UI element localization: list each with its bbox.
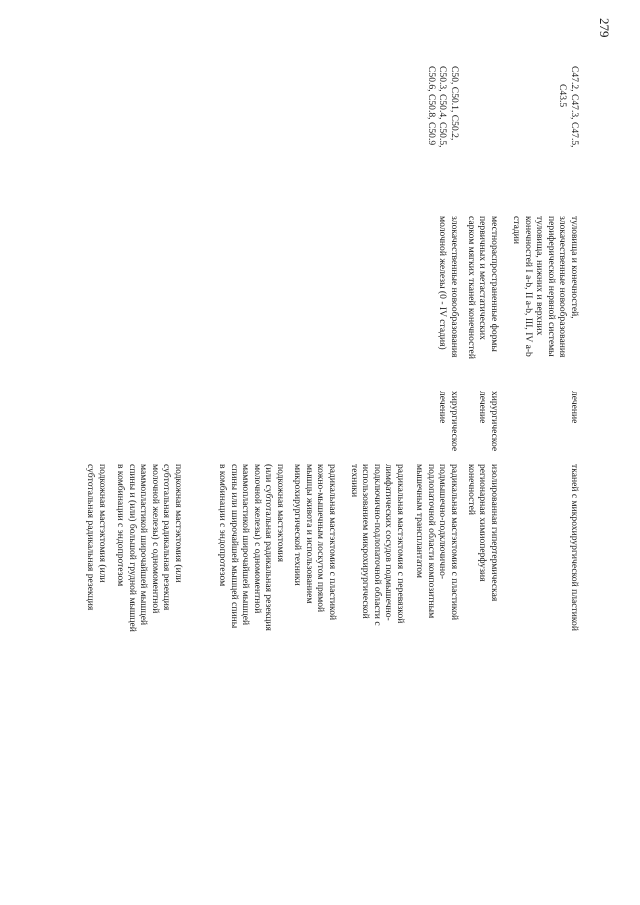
disease-line: первичных и метастатических <box>477 216 489 340</box>
method-line: радикальная мастэктомия с пластикой <box>327 464 338 621</box>
code-line: C47.2, C47.3, C47.5, <box>569 66 580 148</box>
table-content <box>60 66 580 846</box>
method-line: подмышечно-подключично- <box>437 464 449 580</box>
method-line: изолированная гипертермическая <box>489 464 500 602</box>
row-2-method <box>465 464 500 844</box>
row-3-method-2 <box>348 464 406 844</box>
row-1-codes <box>557 66 580 206</box>
type-line: лечение <box>477 391 489 424</box>
type-line: хирургическое <box>489 391 500 452</box>
type-line: хирургическое <box>449 391 460 452</box>
disease-line: местнораспространенные формы <box>489 216 500 352</box>
method-line: субтотальная радикальная резекция <box>161 464 173 611</box>
method-line: (или субтотальная радикальная резекция <box>263 464 275 631</box>
row-3-method-5 <box>114 464 184 844</box>
row-1-disease <box>510 216 580 386</box>
row-1-type <box>568 391 580 453</box>
row-3-method-1 <box>414 464 460 844</box>
method-line: микрохирургической техники <box>292 464 304 586</box>
method-line: молочной железы) с одномоментной <box>149 464 161 614</box>
method-line: мышечным трансплантатом <box>414 464 426 578</box>
disease-line: периферической нервной системы <box>545 216 557 357</box>
code-line: C43.5 <box>557 84 569 108</box>
method-line: маммопластикой широчайшей мышцей <box>138 464 150 626</box>
method-line: в комбинации с эндопротезом <box>115 464 127 587</box>
method-line: спины или широчайшей мышцей спины <box>228 464 240 629</box>
method-line: подкожная мастэктомия (или <box>173 464 184 583</box>
method-line: молочной железы) с одномоментной <box>251 464 263 614</box>
method-line: маммопластикой широчайшей мышцей <box>240 464 252 626</box>
row-3-method-3 <box>292 464 338 844</box>
row-3-method-4 <box>216 464 286 844</box>
method-line: регионарная химиоперфузия <box>477 464 489 582</box>
method-line: радикальная мастэктомия с пластикой <box>449 464 460 621</box>
method-line: подлопаточной области композитным <box>425 464 437 619</box>
code-line: C50, C50.1, C50.2, <box>449 66 460 141</box>
row-3-method-6 <box>85 464 108 844</box>
disease-line: туловища, нижних и верхних <box>534 216 546 336</box>
row-2-type <box>477 391 500 453</box>
method-line: кожно-мышечным лоскутом прямой <box>315 464 327 613</box>
type-line: лечение <box>569 391 580 424</box>
page-number: 279 <box>597 18 612 38</box>
code-line: C50.3, C50.4, C50.5, <box>437 66 449 148</box>
code-line: C50.6, C50.8, C50.9 <box>425 66 437 146</box>
method-line: тканей с микрохирургической пластикой <box>569 464 580 631</box>
method-line: использованием микрохирургической <box>360 464 372 619</box>
disease-line: конечностей I a-b, II a-b, III, IV a-b <box>522 216 534 357</box>
method-line: лимфатических сосудов подмышечно- <box>383 464 395 621</box>
row-2-disease <box>465 216 500 386</box>
disease-line: злокачественные новообразования <box>557 216 569 358</box>
disease-line: злокачественные новообразования <box>449 216 460 358</box>
method-line: в комбинации с эндопротезом <box>217 464 229 587</box>
method-line: техники <box>348 464 360 498</box>
disease-line: сарком мягких тканей конечностей <box>465 216 477 359</box>
method-line: подкожная мастэктомия <box>275 464 286 563</box>
method-line: подключично-подлопаточной области с <box>371 464 383 626</box>
row-1-method <box>568 464 580 844</box>
disease-line: туловища и конечностей, <box>569 216 580 319</box>
method-line: конечностей <box>465 464 477 515</box>
method-line: спины и (или) большой грудной мышцей <box>126 464 138 632</box>
row-3-codes <box>425 66 460 206</box>
type-line: лечение <box>437 391 449 424</box>
method-line: мышцы живота и использованием <box>303 464 315 604</box>
row-3-type <box>437 391 460 453</box>
method-line: радикальная мастэктомия с перевязкой <box>395 464 406 624</box>
row-3-disease <box>437 216 460 386</box>
method-line: подкожная мастэктомия (или <box>97 464 108 583</box>
disease-line: молочной железы (0 - IV стадия) <box>437 216 449 350</box>
disease-line: стадии <box>511 216 523 244</box>
method-line: субтотальная радикальная резекция <box>85 464 97 611</box>
